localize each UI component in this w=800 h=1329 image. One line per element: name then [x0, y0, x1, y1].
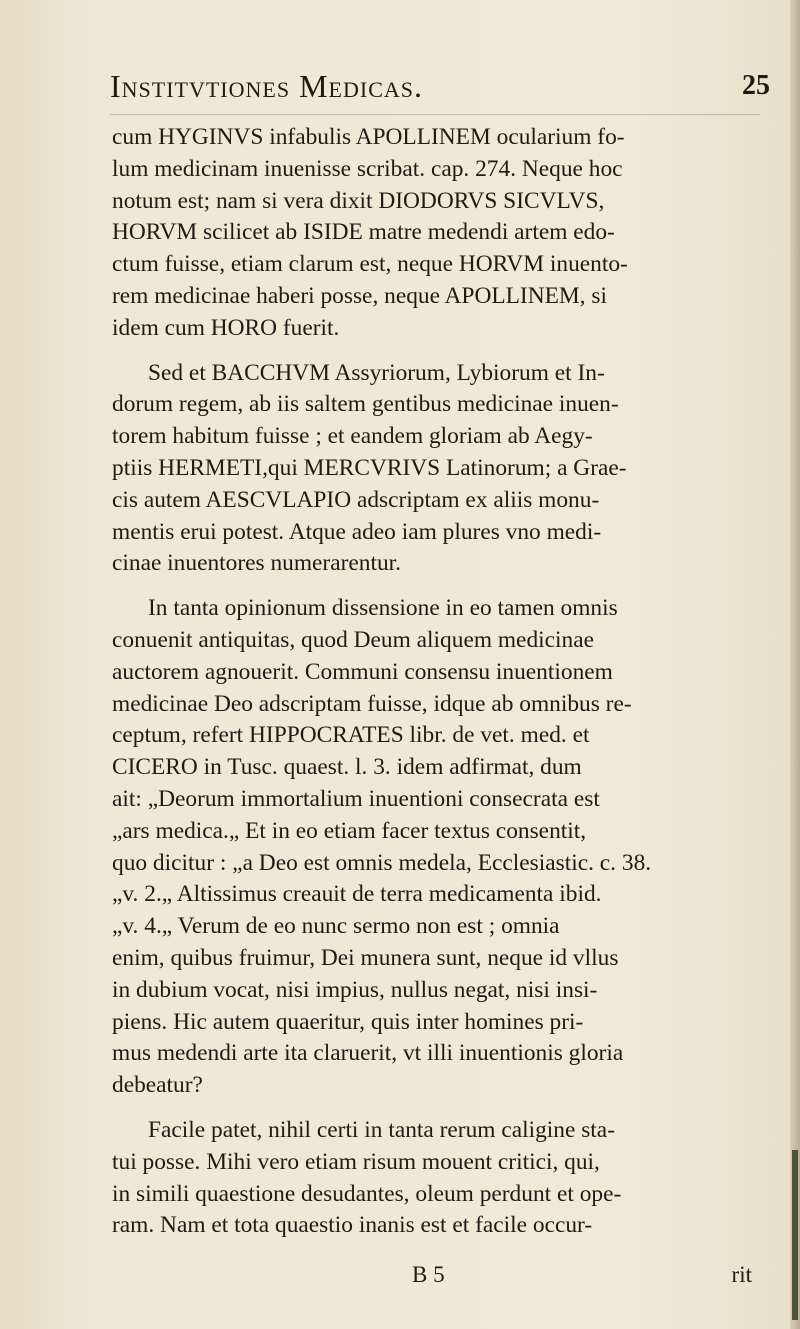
page-footer: [112, 1262, 772, 1296]
text-line: quo dicitur : „a Deo est omnis medela, Ecclesiastic. c. 38.: [112, 849, 652, 876]
text-line: lum medicinam inuenisse scribat. cap. 274. Neque hoc: [112, 155, 623, 182]
text-line: cinae inuentores numerarentur.: [112, 550, 402, 577]
text-line: piens. Hic autem quaeritur, quis inter homines pri-: [112, 1008, 584, 1035]
paragraph-gap: [112, 345, 772, 358]
text-line: ram. Nam et tota quaestio inanis est et facile occur-: [112, 1212, 593, 1239]
text-line: cum HYGINVS infabulis APOLLINEM ocularium fo-: [112, 124, 625, 150]
body-text: [112, 122, 772, 1242]
text-line: idem cum HORO fuerit.: [112, 314, 340, 341]
text-line: auctorem agnouerit. Communi consensu inuentionem: [112, 658, 613, 685]
text-line: ptiis HERMETI,qui MERCVRIVS Latinorum; a Grae-: [112, 454, 627, 481]
text-line: medicinae Deo adscriptam fuisse, idque ab omnibus re-: [112, 690, 632, 717]
text-line: ceptum, refert HIPPOCRATES libr. de vet. med. et: [112, 722, 590, 749]
text-line: dorum regem, ab iis saltem gentibus medicinae inuen-: [112, 391, 619, 418]
running-header: [110, 68, 770, 108]
text-line: enim, quibus fruimur, Dei munera sunt, neque id vllus: [112, 944, 619, 971]
text-line: debeatur?: [112, 1072, 203, 1099]
text-line: torem habitum fuisse ; et eandem gloriam ab Aegy-: [112, 423, 593, 450]
binding-mark: [792, 1150, 798, 1320]
text-line: conuenit antiquitas, quod Deum aliquem medicinae: [112, 626, 594, 653]
text-line: „ars medica.„ Et in eo etiam facer textus consentit,: [112, 817, 587, 844]
text-line: In tanta opinionum dissensione in eo tamen omnis: [148, 595, 618, 622]
text-line: „v. 4.„ Verum de eo nunc sermo non est ; omnia: [112, 913, 560, 940]
page-edge: [790, 0, 800, 1329]
text-line: „v. 2.„ Altissimus creauit de terra medicamenta ibid.: [112, 881, 602, 908]
text-line: rem medicinae haberi posse, neque APOLLINEM, si: [112, 282, 607, 309]
text-line: HORVM scilicet ab ISIDE matre medendi artem edo-: [112, 219, 615, 246]
text-line: CICERO in Tusc. quaest. l. 3. idem adfirmat, dum: [112, 754, 582, 781]
text-line: Sed et BACCHVM Assyriorum, Lybiorum et In-: [148, 359, 605, 386]
text-line: in dubium vocat, nisi impius, nullus negat, nisi insi-: [112, 976, 598, 1003]
text-line: Facile patet, nihil certi in tanta rerum caligine sta-: [148, 1116, 615, 1143]
paragraph-gap: [112, 1102, 772, 1115]
text-line: mus medendi arte ita claruerit, vt illi inuentionis gloria: [112, 1040, 624, 1067]
text-line: tui posse. Mihi vero etiam risum mouent critici, qui,: [112, 1148, 600, 1175]
running-title: Institvtiones Medicas.: [110, 68, 423, 104]
text-line: mentis erui potest. Atque adeo iam plures vno medi-: [112, 518, 602, 545]
text-line: cis autem AESCVLAPIO adscriptam ex aliis monu-: [112, 486, 600, 513]
page-number: 25: [742, 70, 770, 101]
text-line: notum est; nam si vera dixit DIODORVS SICVLVS,: [112, 187, 605, 214]
text-line: ait: „Deorum immortalium inuentioni consecrata est: [112, 785, 600, 812]
catchword: rit: [731, 1262, 752, 1287]
text-line: ctum fuisse, etiam clarum est, neque HORVM inuento-: [112, 251, 628, 278]
paragraph-gap: [112, 580, 772, 593]
signature-mark: B 5: [412, 1262, 445, 1287]
header-rule: [110, 114, 760, 115]
text-line: in simili quaestione desudantes, oleum perdunt et ope-: [112, 1180, 622, 1207]
